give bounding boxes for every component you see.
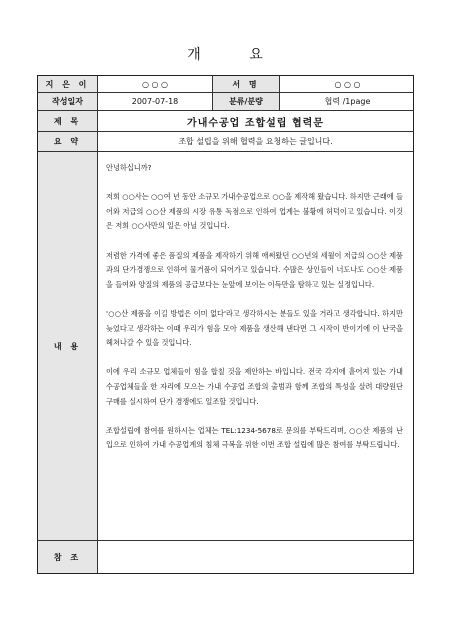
content-row: [38, 152, 413, 541]
content-paragraph: 조합설립에 참여를 원하시는 업체는 TEL:1234-5678로 문의를 부탁드리며, ○○산 제품의 난입으로 인하여 가내 수공업계의 침체 극복을 위한 이번 조합 설립에 많은 참여를 부탁드립니다.: [106, 425, 403, 450]
category-value: 협력 /1page: [324, 97, 371, 106]
content-paragraph: 이에 우리 소규모 업체들이 힘을 합칠 것을 제안하는 바입니다. 전국 각지에 흩어져 있는 가내 수공업체들을 한 자리에 모으는 가내 수공업 조합의 출범과 함께 조합의 특성을 살려 대량원단구매를 실시하여 단가 경쟁에도 일조할 것입니다.: [106, 367, 403, 406]
content-paragraph: 저렴한 가격에 좋은 품질의 제품을 제작하기 위해 애써왔던 ○○년의 세월이 저급의 ○○산 제품과의 단가경쟁으로 인하여 물거품이 되어가고 있습니다. 수많은 상인들이 너도나도 ○○산 제품을 들여와 양질의 제품의 공급보다는 눈앞에 보이는 이득만을 탐하고 있는 실정입니다.: [106, 250, 403, 289]
author-row: [38, 76, 413, 93]
content-label: 내 용: [38, 152, 98, 540]
content-paragraph: 저희 ○○사는 ○○여 년 동안 소규모 가내수공업으로 ○○을 제작해 왔습니다. 하지만 근래에 들어와 저급의 ○○산 제품의 시장 유통 독점으로 인하여 업계는 불황에 허덕이고 있습니다. 이것은 저희 ○○사만의 일은 아닐 것입니다.: [106, 192, 403, 231]
reference-label: 참 조: [38, 541, 98, 573]
reference-value: [98, 541, 413, 573]
author-value: ○ ○ ○: [141, 79, 169, 89]
signature-value: ○ ○ ○: [334, 79, 361, 89]
category-label: 분류/분량: [212, 93, 280, 110]
reference-row: [38, 541, 413, 573]
subject-label: 제 목: [38, 111, 98, 131]
summary-row: [38, 132, 413, 152]
subject-row: [38, 111, 413, 132]
subject-value: 가내수공업 조합설립 협력문: [187, 117, 324, 129]
summary-label: 요 약: [38, 132, 98, 151]
content-paragraph: '○○산 제품을 이길 방법은 이미 없다'라고 생각하시는 분들도 있을 거라고 생각합니다. 하지만 늦었다고 생각하는 이때 우리가 힘을 모아 제품을 생산해 낸다면 그 시작이 반이기에 이 난국을 헤쳐나갈 수 있을 것입니다.: [106, 308, 403, 348]
date-label: 작성일자: [38, 93, 98, 110]
content-paragraph: 안녕하십니까?: [106, 163, 152, 172]
summary-value: 조합 설립을 위해 협력을 요청하는 글입니다.: [178, 137, 333, 146]
date-value: 2007-07-18: [131, 97, 179, 106]
date-row: [38, 93, 413, 111]
author-label: 지 은 이: [38, 76, 98, 92]
document-title: 개 요: [187, 47, 285, 63]
content-body: [106, 161, 403, 467]
signature-label: 서 명: [212, 76, 280, 92]
summary-form: [37, 75, 414, 574]
